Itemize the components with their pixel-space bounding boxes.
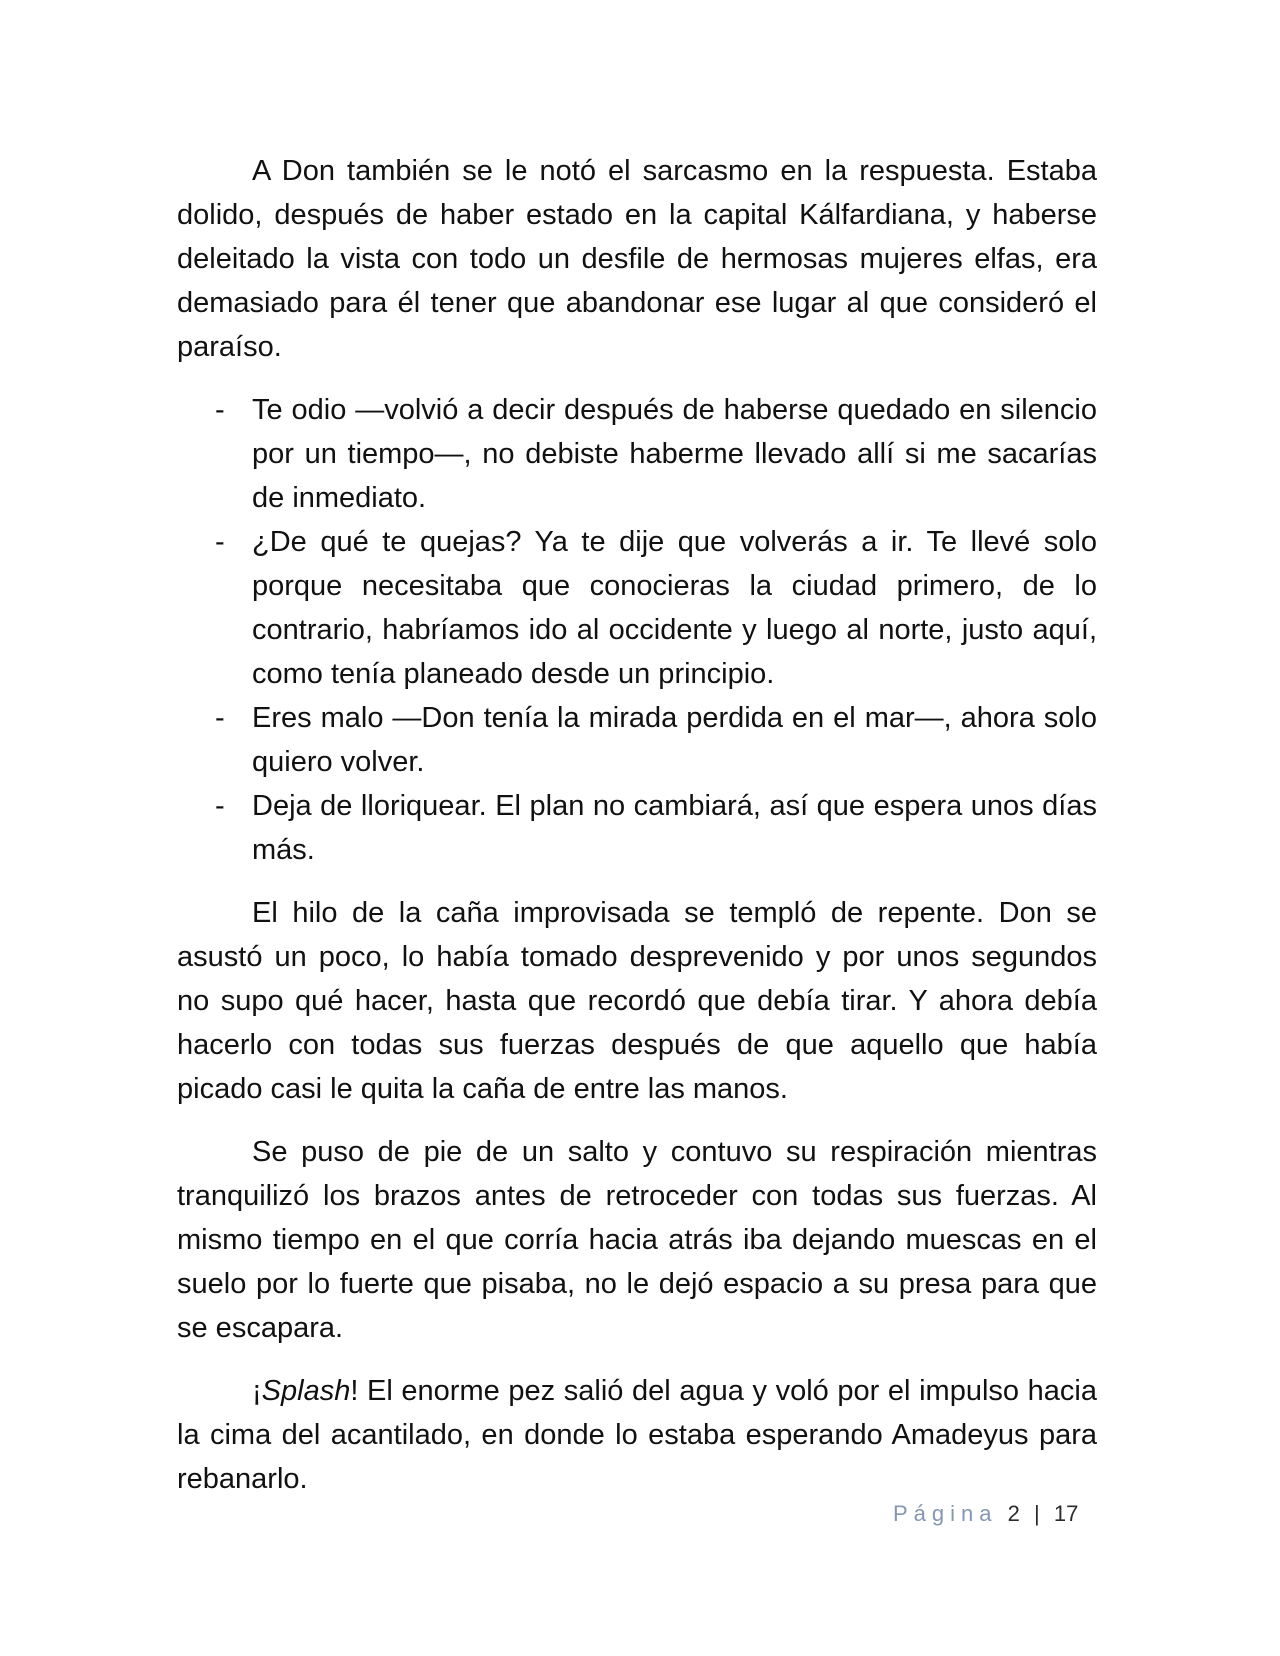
- dialogue-line: [177, 696, 1097, 784]
- dialogue-text: Eres malo —Don tenía la mirada perdida en el mar—, ahora solo quiero volver.: [252, 702, 1097, 778]
- splash-italic: Splash: [261, 1375, 351, 1407]
- dialogue-dash: -: [215, 790, 225, 822]
- splash-prefix: ¡: [252, 1375, 262, 1407]
- paragraph: El hilo de la caña improvisada se templó de repente. Don se asustó un poco, lo había tomado desprevenido y por unos segundos no supo qué hacer, hasta que recordó que debía tirar. Y ahora debía hacerlo con todas sus fuerzas después de que aquello que había picado casi le quita la caña de entre las manos.: [177, 897, 1097, 1105]
- dialogue-line: [177, 388, 1097, 520]
- dialogue-line: [177, 784, 1097, 872]
- page-number: 2: [1007, 1501, 1020, 1526]
- dialogue-dash: -: [215, 526, 225, 558]
- splash-rest: ! El enorme pez salió del agua y voló por el impulso hacia la cima del acantilado, en donde lo estaba esperando Amadeyus para rebanarlo.: [177, 1375, 1097, 1495]
- dialogue-dash: -: [215, 394, 225, 426]
- dialogue-text: Te odio —volvió a decir después de haberse quedado en silencio por un tiempo—, no debiste haberme llevado allí si me sacarías de inmediato.: [252, 394, 1097, 514]
- total-pages: 17: [1053, 1501, 1079, 1526]
- paragraph: A Don también se le notó el sarcasmo en la respuesta. Estaba dolido, después de haber estado en la capital Kálfardiana, y haberse deleitado la vista con todo un desfile de hermosas mujeres elfas, era demasiado para él tener que abandonar ese lugar al que consideró el paraíso.: [177, 155, 1097, 363]
- dialogue-text: ¿De qué te quejas? Ya te dije que volverás a ir. Te llevé solo porque necesitaba que conocieras la ciudad primero, de lo contrario, habríamos ido al occidente y luego al norte, justo aquí, como tenía planeado desde un principio.: [252, 526, 1097, 690]
- paragraph: Se puso de pie de un salto y contuvo su respiración mientras tranquilizó los brazos antes de retroceder con todas sus fuerzas. Al mismo tiempo en el que corría hacia atrás iba dejando muescas en el suelo por lo fuerte que pisaba, no le dejó espacio a su presa para que se escapara.: [177, 1136, 1097, 1344]
- dialogue-line: [177, 520, 1097, 696]
- dialogue-text: Deja de lloriquear. El plan no cambiará, así que espera unos días más.: [252, 790, 1097, 866]
- page-body: [177, 149, 1097, 1520]
- page-label: Página: [893, 1501, 998, 1526]
- paragraph-splash: [177, 1369, 1097, 1501]
- dialogue-dash: -: [215, 702, 225, 734]
- page-footer: [893, 1499, 1078, 1529]
- page-separator: |: [1034, 1501, 1040, 1526]
- dialogue-list: [177, 388, 1097, 872]
